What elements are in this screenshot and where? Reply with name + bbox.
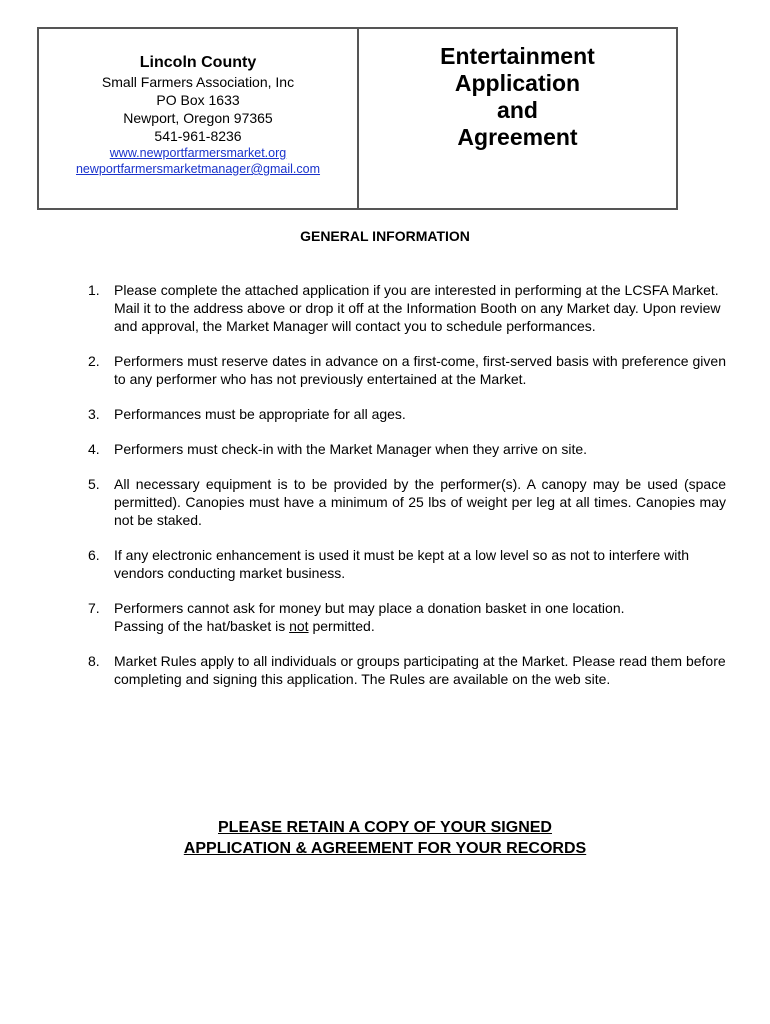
item-text: If any electronic enhancement is used it must be kept at a low level so as not to interfere with vendors conducting market business. <box>114 547 690 581</box>
item-text: Please complete the attached application if you are interested in performing at the LCSFA Market. Mail it to the address above or drop it off at the Information Booth on any Market day. Upon review and approval, the Market Manager will contact you to schedule performances. <box>114 282 721 334</box>
phone-number: 541-961-8236 <box>154 128 242 144</box>
po-box: PO Box 1633 <box>156 92 240 108</box>
title-line: Application <box>454 70 581 96</box>
city-state-zip: Newport, Oregon 97365 <box>123 110 273 126</box>
item-text-line-1: Performers cannot ask for money but may place a donation basket in one location. <box>114 600 625 616</box>
emphasized-word: not <box>289 618 309 634</box>
email-link[interactable]: newportfarmersmarketmanager@gmail.com <box>75 162 321 176</box>
organization-name: Lincoln County <box>139 54 257 71</box>
item-text: Performers must check-in with the Market Manager when they arrive on site. <box>114 441 588 457</box>
list-item <box>88 599 726 635</box>
title-line: Entertainment <box>440 43 595 69</box>
item-number: 8. <box>88 653 100 669</box>
item-number: 7. <box>88 600 100 616</box>
organization-line: Small Farmers Association, Inc <box>101 74 295 90</box>
item-number: 4. <box>88 441 100 457</box>
list-item <box>88 546 726 582</box>
retain-copy-notice <box>0 817 770 859</box>
item-number: 6. <box>88 547 100 563</box>
list-item <box>88 652 726 688</box>
item-text: All necessary equipment is to be provided by the performer(s). A canopy may be used (space permitted). Canopies must have a minimum of 25 lbs of weight per leg at all times. Canopies may not be staked. <box>114 476 726 528</box>
section-title: GENERAL INFORMATION <box>300 228 470 244</box>
item-number: 2. <box>88 353 100 369</box>
information-list <box>88 281 726 705</box>
header-box <box>37 27 678 210</box>
notice-line: PLEASE RETAIN A COPY OF YOUR SIGNED <box>218 819 552 836</box>
list-item <box>88 281 726 335</box>
organization-info <box>39 29 359 208</box>
list-item <box>88 352 726 388</box>
title-line: and <box>497 97 538 123</box>
item-text: Performers must reserve dates in advance on a first-come, first-served basis with preference given to any performer who has not previously entertained at the Market. <box>114 353 726 387</box>
item-text <box>114 599 726 635</box>
notice-line: APPLICATION & AGREEMENT FOR YOUR RECORDS <box>183 840 587 857</box>
item-text: Market Rules apply to all individuals or groups participating at the Market. Please read them before completing and signing this application. The Rules are available on the web site. <box>114 653 726 687</box>
website-link[interactable]: www.newportfarmersmarket.org <box>109 146 287 160</box>
title-line: Agreement <box>457 124 578 150</box>
document-title <box>359 29 676 208</box>
item-number: 3. <box>88 406 100 422</box>
list-item <box>88 440 726 458</box>
item-text-line-2-start: Passing of the hat/basket is <box>114 618 290 634</box>
item-number: 5. <box>88 476 100 492</box>
item-text: Performances must be appropriate for all ages. <box>114 406 406 422</box>
item-text-line-2-end: permitted. <box>308 618 375 634</box>
list-item <box>88 475 726 529</box>
list-item <box>88 405 726 423</box>
item-number: 1. <box>88 282 100 298</box>
